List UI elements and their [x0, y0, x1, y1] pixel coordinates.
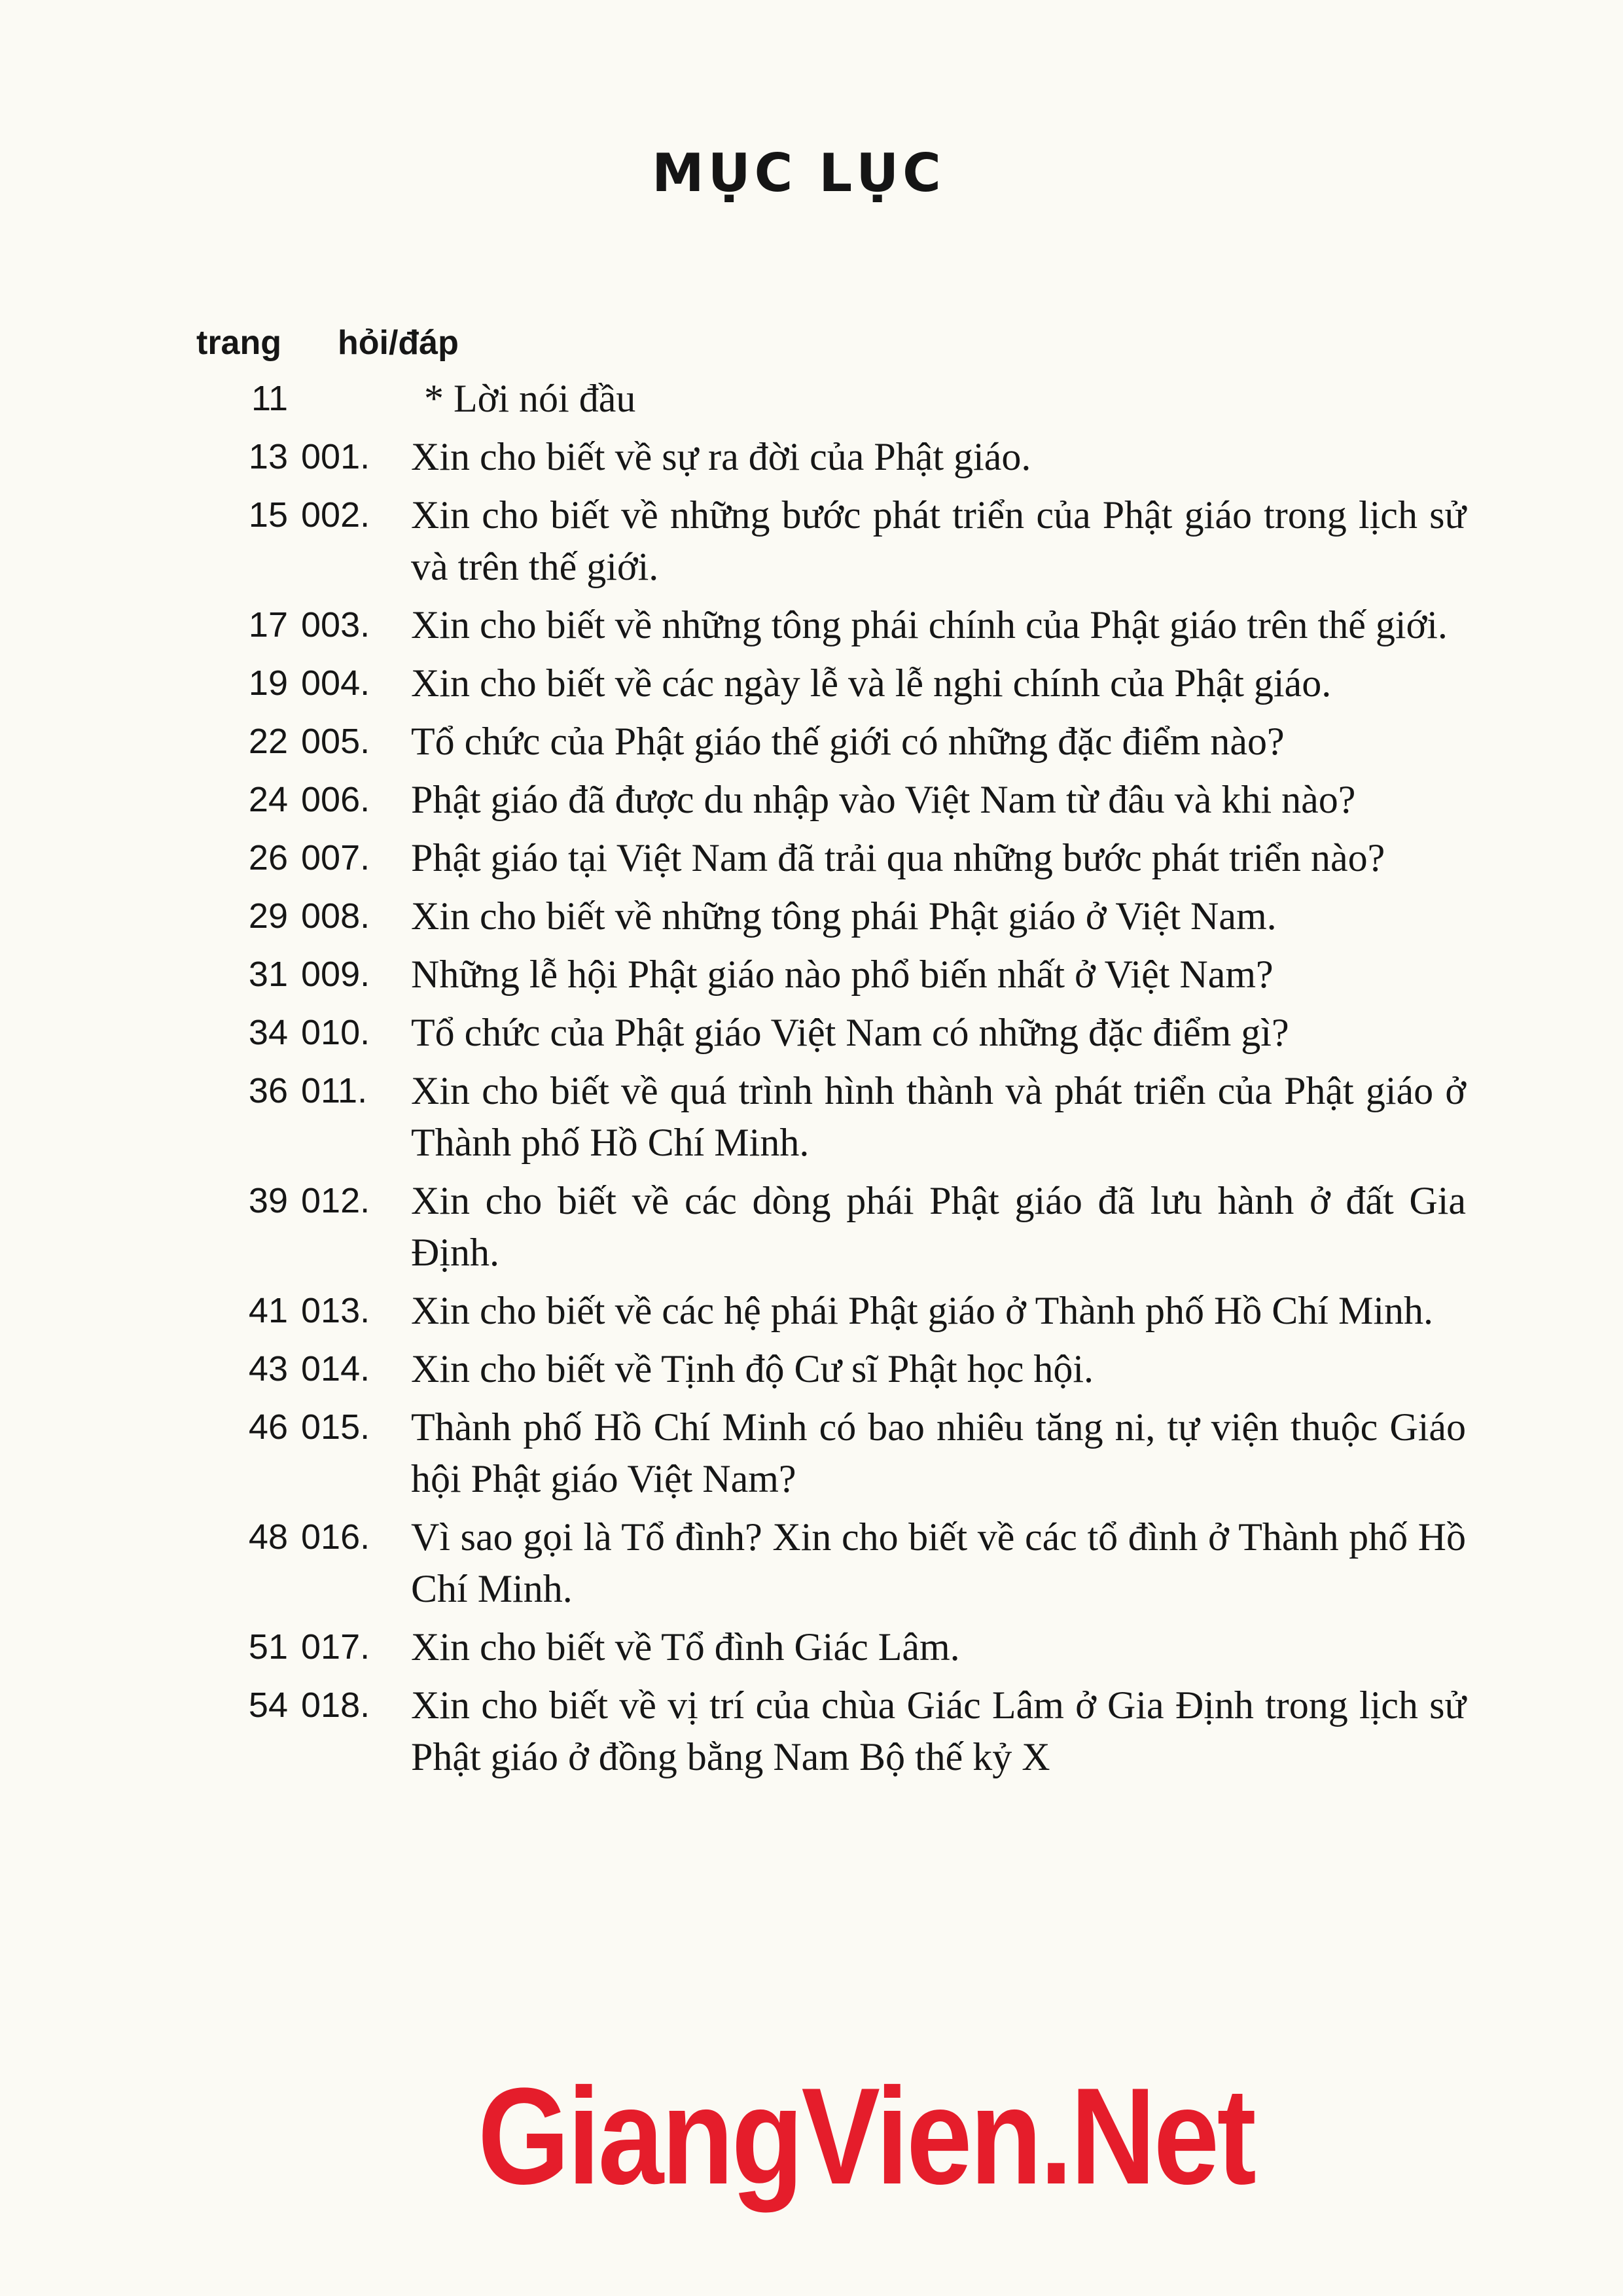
toc-page-number: 29	[248, 896, 288, 936]
toc-page-number: 51	[248, 1627, 288, 1667]
toc-entry-text: Tổ chức của Phật giáo thế giới có những đặc điểm nào?	[411, 720, 1285, 763]
toc-entry	[190, 891, 1466, 942]
toc-question-number: 002.	[301, 495, 370, 535]
toc-entry-text: Xin cho biết về sự ra đời của Phật giáo.	[411, 435, 1031, 478]
toc-entry	[190, 716, 1466, 768]
toc-question-number: 005.	[301, 722, 370, 761]
toc-entry-text: Phật giáo đã được du nhập vào Việt Nam từ đâu và khi nào?	[411, 778, 1356, 821]
toc-entry-text: Xin cho biết về những tông phái Phật giáo ở Việt Nam.	[411, 894, 1277, 938]
toc-entry-text: Xin cho biết về các hệ phái Phật giáo ở Thành phố Hồ Chí Minh.	[411, 1289, 1433, 1332]
toc-page-number: 39	[248, 1181, 288, 1220]
toc-entry-text: Xin cho biết về các dòng phái Phật giáo đã lưu hành ở đất Gia Định.	[411, 1179, 1466, 1274]
toc-question-number: 014.	[301, 1349, 370, 1388]
toc-entry	[190, 599, 1466, 651]
toc-question-number: 009.	[301, 955, 370, 994]
toc-page-number: 46	[248, 1407, 288, 1447]
toc-entry	[190, 1175, 1466, 1279]
watermark-logo: GiangVien.Net	[478, 2059, 1255, 2213]
toc-entry-text: Vì sao gọi là Tổ đình? Xin cho biết về các tổ đình ở Thành phố Hồ Chí Minh.	[411, 1515, 1466, 1610]
toc-page-number: 11	[251, 379, 288, 418]
toc-page-number: 15	[248, 495, 288, 535]
toc-entry	[190, 1680, 1466, 1783]
toc-entry-text: Xin cho biết về những bước phát triển của Phật giáo trong lịch sử và trên thế giới.	[411, 493, 1466, 588]
toc-entry	[190, 658, 1466, 709]
toc-entry	[190, 832, 1466, 884]
toc-page-number: 43	[248, 1349, 288, 1388]
toc-question-number: 016.	[301, 1517, 370, 1557]
toc-entry-text: * Lời nói đầu	[424, 377, 636, 420]
toc-entry	[190, 1511, 1466, 1615]
toc-question-number: 018.	[301, 1686, 370, 1725]
toc-page-number: 19	[248, 663, 288, 703]
column-header-page: trang	[196, 324, 281, 362]
toc-entry-text: Xin cho biết về các ngày lễ và lễ nghi chính của Phật giáo.	[411, 662, 1332, 705]
toc-entry-text: Những lễ hội Phật giáo nào phổ biến nhất ở Việt Nam?	[411, 953, 1274, 996]
toc-entry-text: Tổ chức của Phật giáo Việt Nam có những đặc điểm gì?	[411, 1011, 1289, 1054]
toc-page-number: 41	[248, 1291, 288, 1330]
toc-page-number: 54	[248, 1686, 288, 1725]
toc-question-number: 001.	[301, 437, 370, 476]
toc-entry	[190, 1402, 1466, 1505]
toc-entry	[190, 1343, 1466, 1395]
toc-entry	[190, 1007, 1466, 1059]
toc-question-number: 017.	[301, 1627, 370, 1667]
toc-entry-text: Thành phố Hồ Chí Minh có bao nhiêu tăng ni, tự viện thuộc Giáo hội Phật giáo Việt Nam?	[411, 1405, 1466, 1500]
toc-question-number: 011.	[301, 1071, 368, 1110]
toc-entry	[190, 431, 1466, 483]
toc-question-number: 007.	[301, 838, 370, 877]
toc-page-number: 17	[248, 605, 288, 645]
toc-entry-text: Xin cho biết về những tông phái chính của Phật giáo trên thế giới.	[411, 603, 1448, 646]
toc-entry	[190, 489, 1466, 593]
toc-page-number: 22	[248, 722, 288, 761]
toc-question-number: 006.	[301, 780, 370, 819]
table-of-contents	[190, 373, 1466, 1790]
toc-question-number: 003.	[301, 605, 370, 645]
toc-page-number: 31	[248, 955, 288, 994]
toc-entry-text: Xin cho biết về quá trình hình thành và phát triển của Phật giáo ở Thành phố Hồ Chí Minh.	[411, 1069, 1466, 1164]
toc-entry-text: Xin cho biết về Tịnh độ Cư sĩ Phật học hội.	[411, 1347, 1094, 1390]
toc-question-number: 015.	[301, 1407, 370, 1447]
column-header-qa: hỏi/đáp	[338, 324, 459, 362]
toc-question-number: 012.	[301, 1181, 370, 1220]
toc-question-number: 013.	[301, 1291, 370, 1330]
toc-entry-text: Xin cho biết về vị trí của chùa Giác Lâm ở Gia Định trong lịch sử Phật giáo ở đồng bằng Nam Bộ thế kỷ X	[411, 1684, 1466, 1778]
toc-entry	[190, 1621, 1466, 1673]
toc-entry	[190, 373, 1466, 425]
toc-page-number: 24	[248, 780, 288, 819]
toc-question-number: 010.	[301, 1013, 370, 1052]
toc-page-number: 36	[248, 1071, 288, 1110]
column-headers	[190, 323, 1466, 369]
toc-entry-text: Phật giáo tại Việt Nam đã trải qua những bước phát triển nào?	[411, 836, 1385, 879]
toc-entry	[190, 1285, 1466, 1337]
toc-entry	[190, 1065, 1466, 1169]
page-title: MỤC LỤC	[652, 143, 945, 203]
toc-page-number: 26	[248, 838, 288, 877]
toc-question-number: 004.	[301, 663, 370, 703]
toc-entry	[190, 774, 1466, 826]
toc-question-number: 008.	[301, 896, 370, 936]
toc-page-number: 13	[248, 437, 288, 476]
toc-entry	[190, 949, 1466, 1000]
toc-page-number: 48	[248, 1517, 288, 1557]
toc-entry-text: Xin cho biết về Tổ đình Giác Lâm.	[411, 1625, 960, 1669]
toc-page-number: 34	[248, 1013, 288, 1052]
